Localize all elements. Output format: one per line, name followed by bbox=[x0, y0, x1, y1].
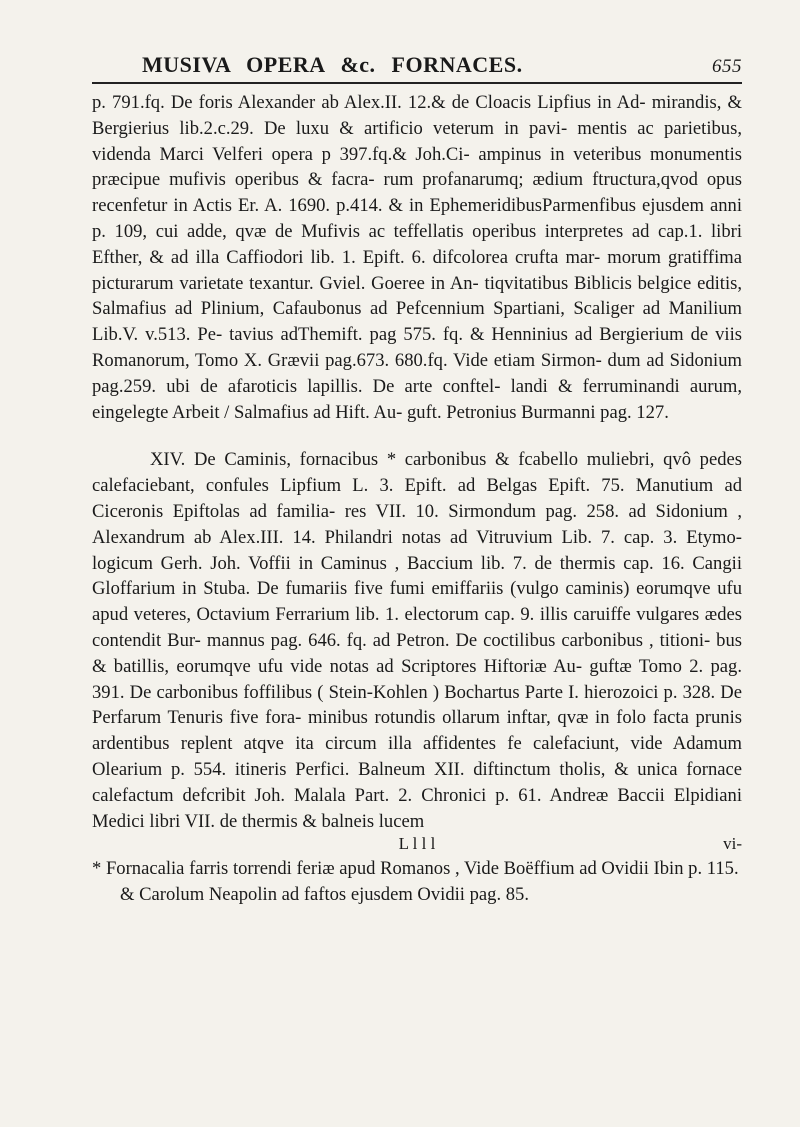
text-line: libri Efther, & ad illa Caffiodori lib. 1. Epift. 6. difcolorea crufta mar- bbox=[92, 220, 743, 268]
text-line: cap. 16. Cangii Gloffarium in Stuba. De fumariis five fumi emiffariis bbox=[92, 552, 742, 600]
text-line: ab Alex.III. 14. Philandri notas ad Vitruvium Lib. 7. cap. 3. Etymo- bbox=[193, 526, 742, 548]
text-line: Romanorum, Tomo X. Grævii pag.673. 680.fq. Vide etiam Sirmon- bbox=[92, 349, 608, 371]
text-line: (vulgo caminis) eorumqve ufu apud veteres, Octavium Ferrarium bbox=[92, 578, 742, 626]
footnote-line: & Carolum Neapolin ad faftos ejusdem Ovidii pag. 85. bbox=[120, 884, 529, 906]
text-line: XIV. De Caminis, fornacibus * carbonibus & fcabello bbox=[150, 449, 587, 471]
text-line: Olearium p. 554. itineris Perfici. Balneum XII. diftinctum tholis, & bbox=[92, 758, 638, 780]
text-body bbox=[92, 90, 742, 908]
text-line: Bochartus Parte I. hierozoici p. 328. De Perfarum Tenuris five fora- bbox=[92, 681, 742, 729]
catchword: vi- bbox=[723, 834, 742, 854]
footnote bbox=[92, 856, 742, 908]
running-title: MUSIVA OPERA &c. FORNACES. bbox=[142, 52, 523, 77]
footnote-line: * Fornacalia farris torrendi feriæ apud Romanos , Vide Boëffium ad Ovidii Ibin p. 115. bbox=[92, 858, 739, 880]
text-line: p. 791.fq. De foris Alexander ab Alex.II. 12.& de Cloacis Lipfius in Ad- bbox=[92, 92, 652, 113]
text-line: guft. Petronius Burmanni pag. 127. bbox=[407, 401, 669, 423]
running-header bbox=[92, 38, 742, 78]
text-line: dum ad Sidonium pag.259. ubi de afaroticis lapillis. De arte conftel- bbox=[92, 349, 742, 397]
text-line: cui adde, qvæ de Mufivis ac teffellatis operibus interpretes ad cap.1. bbox=[155, 220, 712, 242]
text-line: muliebri, qvô pedes calefaciebant, confules Lipfium L. 3. Epift. bbox=[92, 449, 743, 497]
text-line: minibus rotundis ollarum inftar, qvæ in folo facta prunis ardentibus bbox=[92, 707, 742, 755]
text-line: guftæ Tomo 2. pag. 391. De carbonibus foffilibus ( Stein-Kohlen ) bbox=[92, 655, 742, 703]
paragraph-caminis bbox=[92, 447, 742, 834]
text-line: tavius adThemift. pag 575. fq. & Henninius ad Bergierium de viis bbox=[229, 324, 742, 346]
page-number: 655 bbox=[712, 56, 742, 77]
text-line: bus & batillis, eorumqve ufu vide notas ad Scriptores Hiftoriæ Au- bbox=[92, 629, 742, 677]
text-line: Andreæ Baccii Elpidiani Medici libri VII. de thermis & balneis lucem bbox=[92, 784, 742, 832]
text-line: tiqvitatibus Biblicis belgice editis, Salmafius ad Plinium, Cafaubonus bbox=[92, 272, 742, 320]
text-line: mannus pag. 646. fq. ad Petron. De coctilibus carbonibus , titioni- bbox=[206, 629, 717, 651]
signature-line bbox=[92, 832, 742, 856]
text-line: replent atqve ita circum illa affidentes fe calefaciunt, vide Adamum bbox=[180, 733, 742, 755]
text-line: ampinus in veteribus monumentis præcipue mufivis operibus & facra- bbox=[92, 143, 742, 191]
signature-mark: L l l l bbox=[398, 834, 436, 854]
text-line: mirandis, & Bergierius lib.2.c.29. De luxu & artificio veterum in pavi- bbox=[92, 92, 742, 139]
paragraph-mosaics bbox=[92, 90, 742, 425]
header-rule bbox=[92, 82, 742, 84]
text-line: res VII. 10. Sirmondum pag. 258. ad Sidonium , Alexandrum bbox=[92, 500, 742, 548]
text-line: rum profanarumq; ædium ftructura,qvod opus recenfetur in Actis Er. bbox=[92, 169, 742, 217]
text-line: ad Belgas Epift. 75. Manutium ad Ciceronis Epiftolas ad familia- bbox=[92, 475, 742, 522]
text-line: morum gratiffima picturarum varietate texantur. Gviel. Goeree in An- bbox=[92, 246, 742, 294]
text-line: landi & ferruminandi aurum, eingelegte Arbeit / Salmafius ad Hift. Au- bbox=[92, 375, 742, 423]
text-line: logicum Gerh. Joh. Voffii in Caminus , Baccium lib. 7. de thermis bbox=[92, 552, 624, 574]
text-line: A. 1690. p.414. & in EphemeridibusParmenfibus ejusdem anni p. 109, bbox=[92, 195, 742, 242]
text-line: lib. 1. electorum cap. 9. illis caruiffe vulgares ædes contendit Bur- bbox=[92, 604, 742, 651]
text-line: mentis ac parietibus, videnda Marci Velferi opera p 397.fq.& Joh.Ci- bbox=[92, 117, 742, 165]
text-line: unica fornace calefactum defcribit Joh. Malala Part. 2. Chronici p. 61. bbox=[92, 758, 743, 806]
text-line: ad Pefcennium Spartiani, Scaliger ad Manilium Lib.V. v.513. Pe- bbox=[92, 298, 742, 346]
